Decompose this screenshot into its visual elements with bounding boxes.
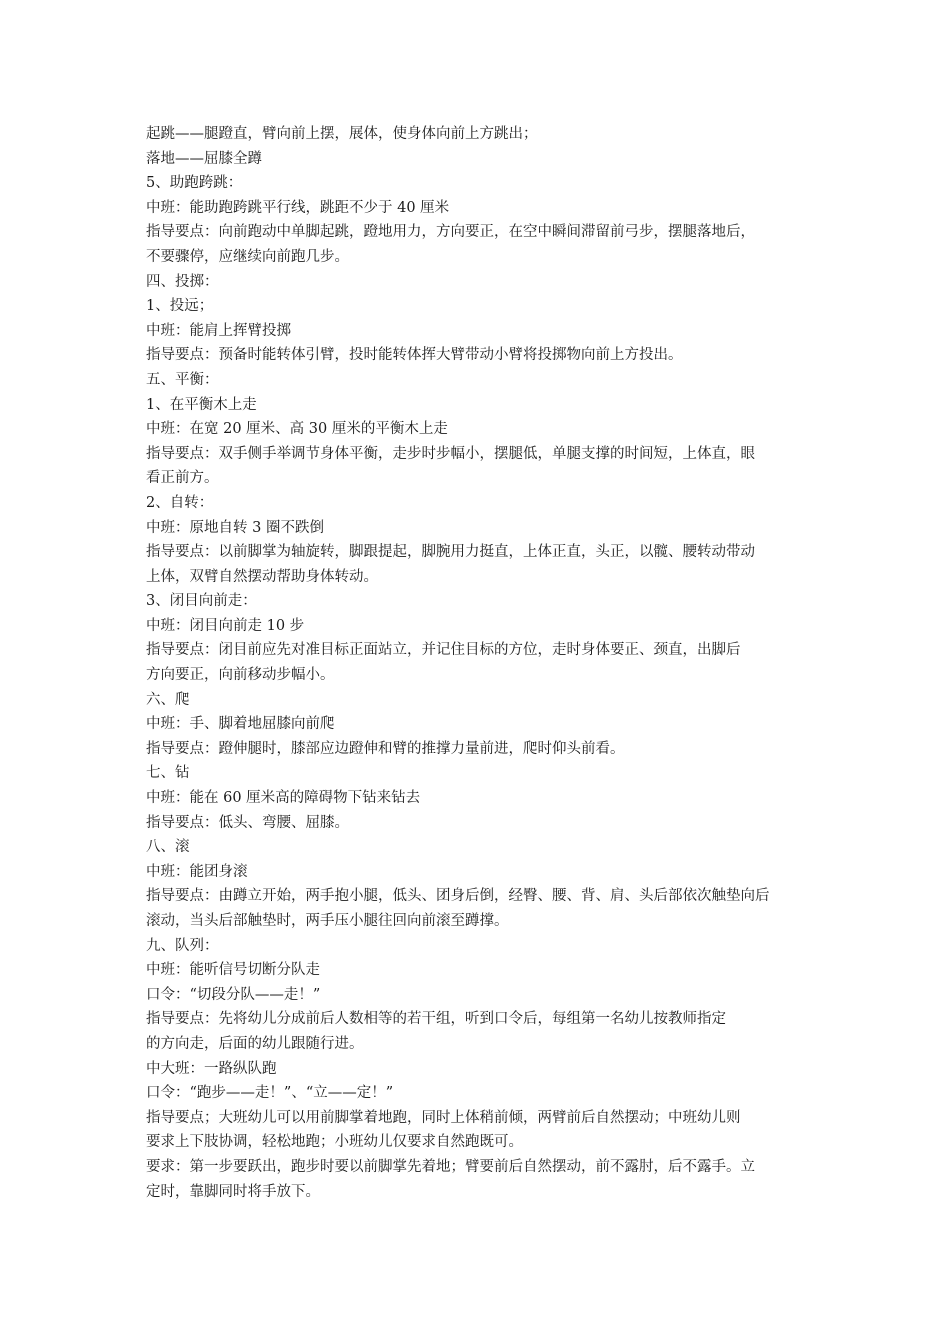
text-line: 2、自转： (146, 494, 214, 511)
text-line: 五、平衡： (146, 371, 219, 388)
text-line: 指导要点：由蹲立开始，两手抱小腿，低头、团身后倒，经臀、腰、背、肩、头后部依次触垫向后 (146, 888, 770, 905)
text-line: 指导要点：蹬伸腿时，膝部应边蹬伸和臂的推撑力量前进，爬时仰头前看。 (146, 740, 625, 757)
text-line: 口令：“切段分队——走！” (146, 986, 321, 1003)
text-line: 起跳——腿蹬直，臂向前上摆，展体，使身体向前上方跳出； (146, 126, 538, 142)
text-line: 3、闭目向前走： (146, 593, 257, 610)
text-line: 要求上下肢协调，轻松地跑；小班幼儿仅要求自然跑既可。 (146, 1134, 523, 1151)
text-line: 指导要点：先将幼儿分成前后人数相等的若干组，听到口令后，每组第一名幼儿按教师指定 (146, 1011, 726, 1028)
text-line: 七、钻 (146, 765, 190, 782)
text-line: 中班：闭目向前走 10 步 (146, 617, 305, 634)
text-line: 中班：原地自转 3 圈不跌倒 (146, 519, 324, 536)
text-line: 的方向走，后面的幼儿跟随行进。 (146, 1035, 364, 1052)
text-line: 滚动，当头后部触垫时，两手压小腿往回向前滚至蹲撑。 (146, 913, 509, 929)
text-line: 指导要点：低头、弯腰、屈膝。 (146, 814, 349, 831)
text-line: 1、在平衡木上走 (146, 396, 257, 413)
text-line: 看正前方。 (146, 470, 219, 487)
text-line: 指导要点：以前脚掌为轴旋转，脚跟提起，脚腕用力挺直，上体正直，头正，以髋、腰转动带动 (146, 544, 755, 561)
text-line: 指导要点：双手侧手举调节身体平衡，走步时步幅小，摆腿低，单腿支撑的时间短，上体直，眼 (146, 445, 755, 462)
document-body (146, 122, 812, 1204)
text-line: 5、助跑跨跳： (146, 175, 243, 192)
text-line: 八、滚 (146, 839, 190, 856)
text-line: 要求：第一步要跃出，跑步时要以前脚掌先着地；臂要前后自然摆动，前不露肘，后不露手。立 (146, 1158, 755, 1175)
text-line: 1、投远； (146, 298, 214, 315)
text-line: 不要骤停，应继续向前跑几步。 (146, 248, 349, 265)
text-line: 中班：能肩上挥臂投掷 (146, 322, 291, 339)
text-line: 中班：能团身滚 (146, 863, 248, 880)
text-line: 指导要点：预备时能转体引臂，投时能转体挥大臂带动小臂将投掷物向前上方投出。 (146, 347, 683, 364)
text-line: 指导要点：向前跑动中单脚起跳，蹬地用力，方向要正，在空中瞬间滞留前弓步，摆腿落地后， (146, 224, 755, 241)
text-line: 中班：能在 60 厘米高的障碍物下钻来钻去 (146, 790, 421, 807)
text-line: 中大班：一路纵队跑 (146, 1060, 277, 1077)
text-line: 指导要点；大班幼儿可以用前脚掌着地跑，同时上体稍前倾，两臂前后自然摆动；中班幼儿则 (146, 1109, 741, 1126)
text-line: 中班：手、脚着地屈膝向前爬 (146, 716, 335, 733)
text-line: 九、队列： (146, 937, 219, 954)
text-line: 四、投掷： (146, 273, 219, 290)
text-line: 六、爬 (146, 691, 190, 708)
text-line: 中班：能听信号切断分队走 (146, 962, 320, 979)
text-line: 中班：能助跑跨跳平行线，跳距不少于 40 厘米 (146, 199, 450, 216)
text-line: 落地——屈膝全蹲 (146, 150, 262, 167)
text-line: 指导要点：闭目前应先对准目标正面站立，并记住目标的方位，走时身体要正、颈直，出脚后 (146, 642, 741, 659)
text-line: 定时，靠脚同时将手放下。 (146, 1183, 320, 1200)
text-line: 方向要正，向前移动步幅小。 (146, 667, 335, 684)
text-line: 中班：在宽 20 厘米、高 30 厘米的平衡木上走 (146, 421, 448, 438)
text-line: 口令：“跑步——走！”、“立——定！” (146, 1085, 394, 1102)
text-line: 上体，双臂自然摆动帮助身体转动。 (146, 568, 378, 585)
